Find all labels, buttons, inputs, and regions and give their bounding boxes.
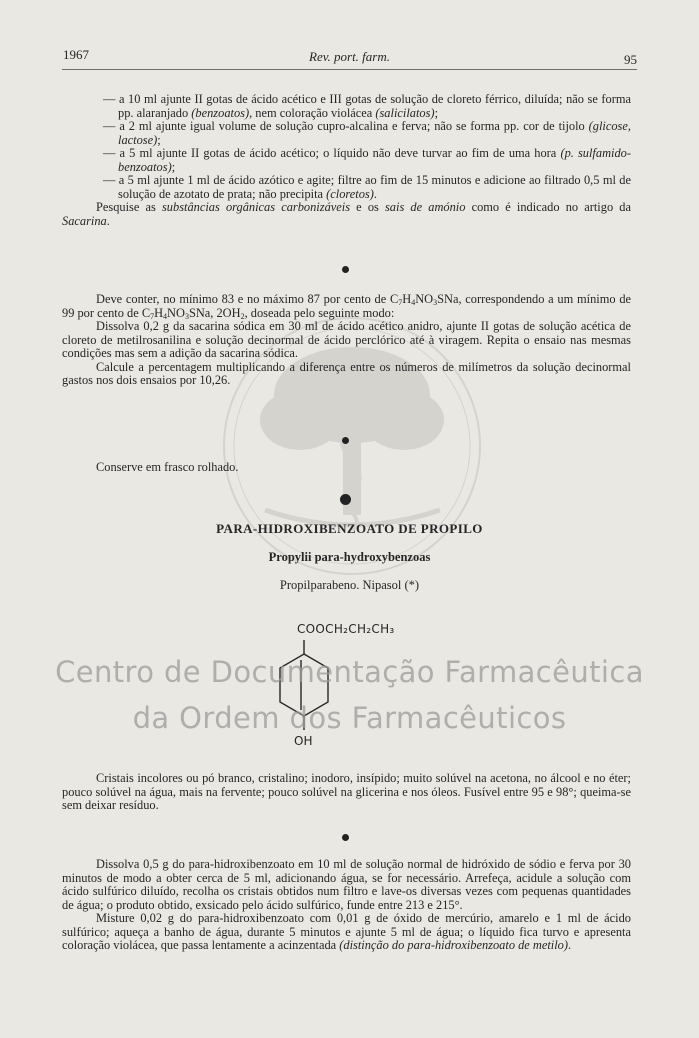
assay-content-paragraph: Deve conter, no mínimo 83 e no máximo 87 por cento de $C_7H_4NO_3SNa$, correspondendo a um mínimo de 99 por cento de $C_7H_4NO_3SNa$, $2OH_2$, doseada pelo seguinte modo: [62,292,632,321]
monograph-synonyms: Propilparabeno. Nipasol (*) [279,578,420,592]
test-item: — a 10 ml ajunte II gotas de ácido acético e III gotas de solução de cloreto férrico, diluída; não se forma pp. alaranjado (benzoatos), nem coloração violácea (salicilatos); [103,92,631,120]
section-bullet [342,834,349,841]
test-item: — a 5 ml ajunte II gotas de ácido acético; o líquido não deve turvar ao fim de uma hora (p. sulfamido-benzoatos); [103,146,631,174]
test-item: — a 5 ml ajunte 1 ml de ácido azótico e agite; filtre ao fim de 15 minutos e adicione ao filtrado 0,5 ml de solução de azotato de prata; não precipita (cloretos). [103,173,631,201]
identification-section [62,858,631,953]
description-section [62,772,631,813]
section-bullet [342,437,349,444]
storage-text: Conserve em frasco rolhado. [96,460,239,474]
test-item: — a 2 ml ajunte igual volume de solução cupro-alcalina e ferva; não se forma pp. cor de tijolo (glicose, lactose); [103,119,631,147]
monograph-latin-name: Propylii para-hydroxybenzoas [268,550,431,564]
assay-calcule-paragraph: Calcule a percentagem multiplicando a diferença entre os números de milímetros da solução decinormal gastos nos dois ensaios por 10,26. [62,359,631,387]
watermark-line-2: da Ordem dos Farmacêuticos [132,701,567,735]
identification-paragraph-2: Misture 0,02 g do para-hidroxibenzoato com 0,01 g de óxido de mercúrio, amarelo e 1 ml de ácido sulfúrico; aqueça a banho de água, durante 5 minutos e ajunte 5 ml de água; o líquido fica turvo e apresenta coloração violácea, que passa lentamente a acinzentada (distinção do para-hidroxibenzoato de metilo). [62,911,631,952]
formula-substituent-top: COOCH₂CH₂CH₃ [297,622,395,636]
header-year: 1967 [63,47,89,62]
description-paragraph: Cristais incolores ou pó branco, cristalino; inodoro, insípido; muito solúvel na acetona, no álcool e no éter; pouco solúvel na água, mais na fervente; pouco solúvel na glicerina e nos óleos. Fusível entre 95 e 98°; queima-se sem deixar resíduo. [62,771,631,812]
assay-dissolva-paragraph: Dissolva 0,2 g da sacarina sódica em 30 ml de ácido acético anidro, ajunte II gotas de solução acética de cloreto de metilrosanilina e solução decinormal de ácido perclórico até à viragem. Repita o ensaio nas mesmas condições mas sem a adição da sacarina sódica. [62,319,631,360]
formula-substituent-bottom: OH [294,734,313,748]
pesquise-paragraph: Pesquise as substâncias orgânicas carbonizáveis e os sais de amónio como é indicado no artigo da Sacarina. [62,200,631,228]
monograph-title: PARA-HIDROXIBENZOATO DE PROPILO [216,521,483,536]
header-page-number: 95 [624,52,637,67]
section-bullet [342,266,349,273]
header-journal: Rev. port. farm. [309,49,390,64]
watermark-line-1: Centro de Documentação Farmacêutica [55,655,644,689]
section-bullet [340,494,351,505]
assay-section [62,293,631,388]
storage-section [62,461,631,475]
purity-tests [62,93,631,228]
identification-paragraph-1: Dissolva 0,5 g do para-hidroxibenzoato em 10 ml de solução normal de hidróxido de sódio e ferva por 30 minutos de modo a obter cerca de 5 ml, adicionando água, se for necessário. Arrefeça, acidule a solução com ácido sulfúrico diluído, recolha os cristais obtidos num filtro e lave-os diversas vezes com pequenas quantidades de água; o produto obtido, exsicado pelo ácido sulfúrico, funde entre 213 e 215°. [62,857,631,912]
